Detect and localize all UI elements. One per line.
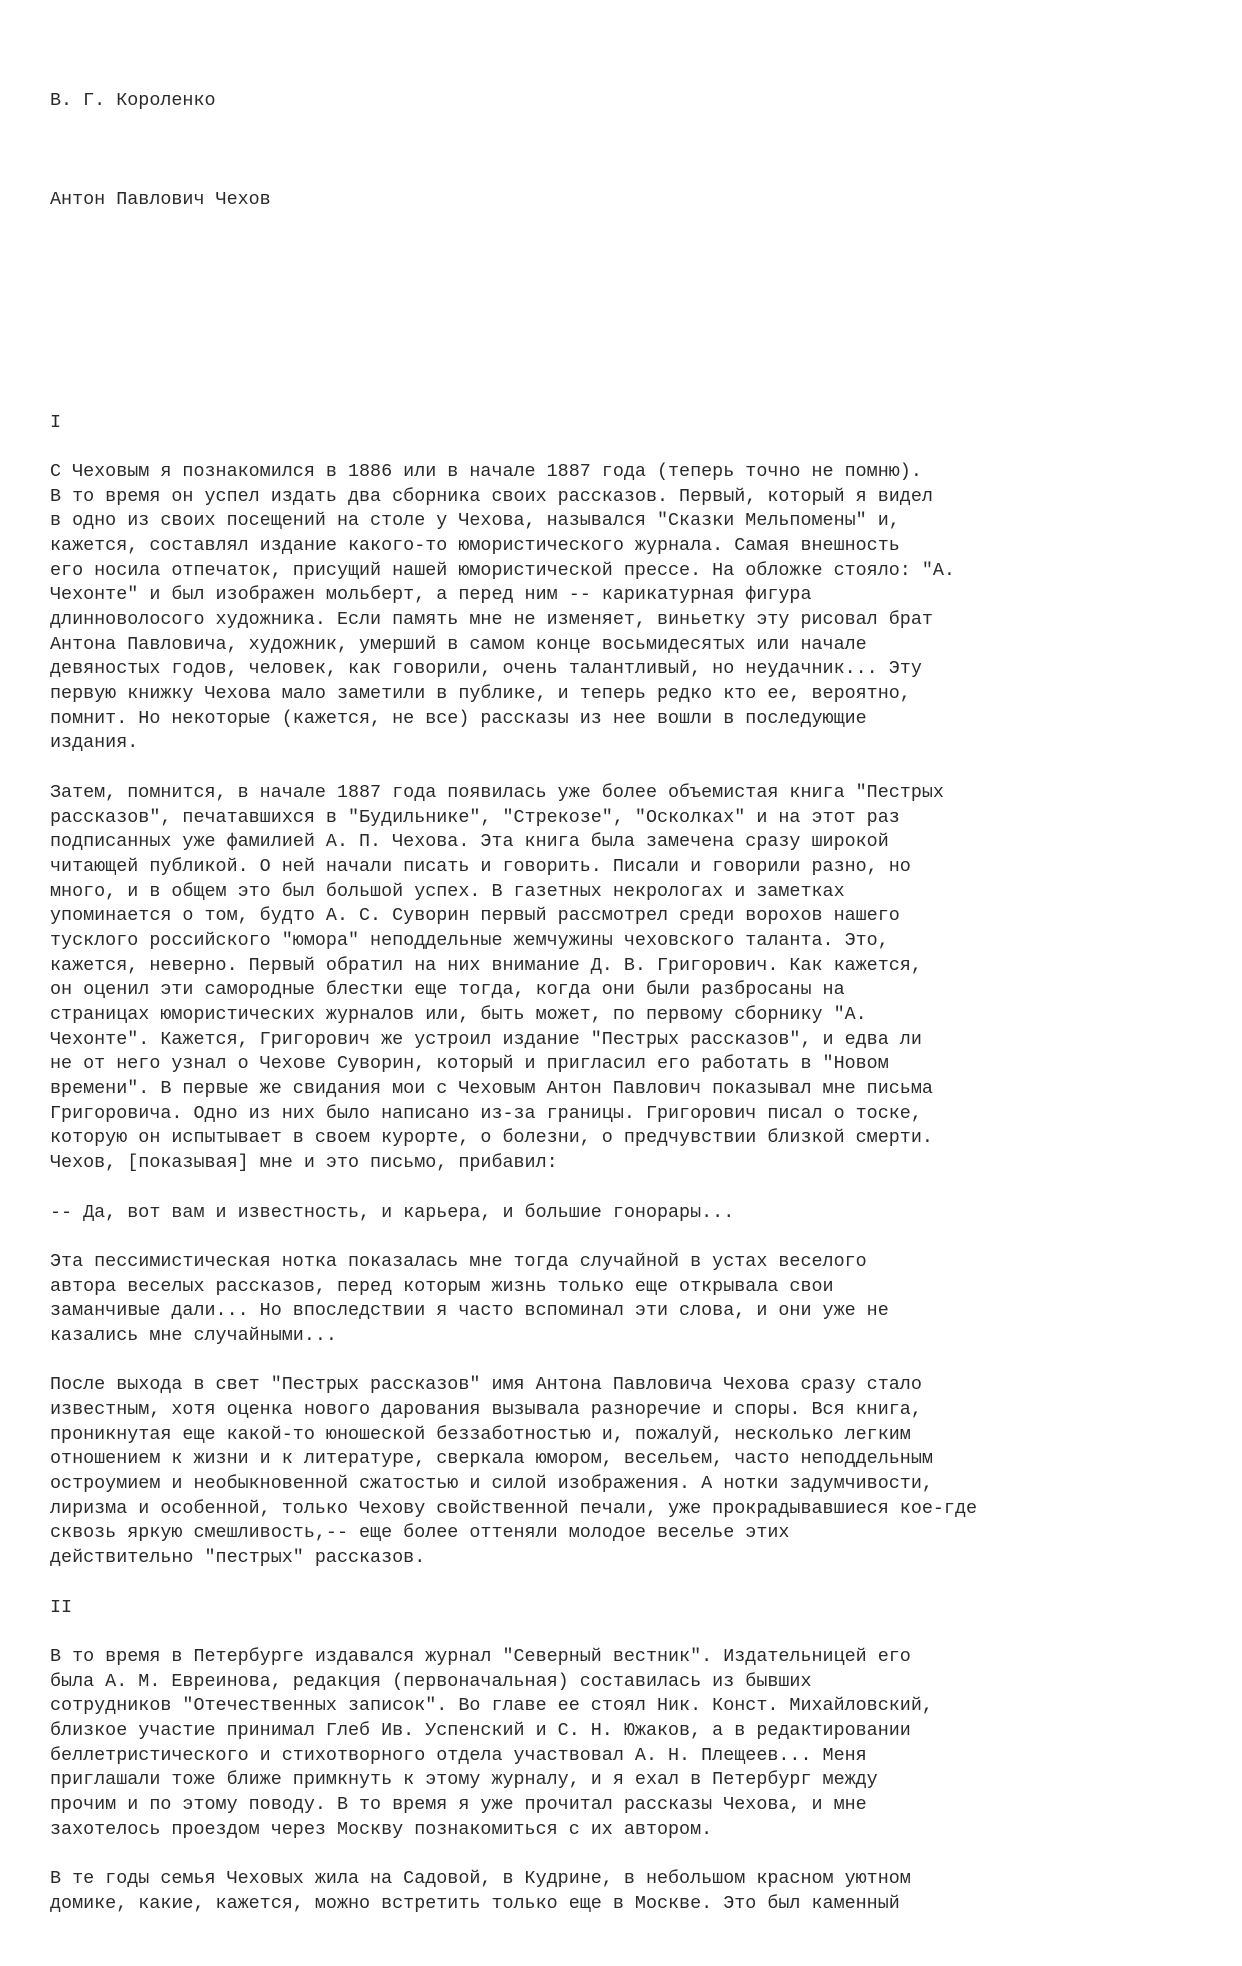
section-heading: II	[50, 1596, 73, 1618]
text-line: сквозь яркую смешливость,-- еще более оттеняли молодое веселье этих	[50, 1522, 790, 1544]
paragraph	[50, 460, 1210, 756]
text-line: сотрудников "Отечественных записок". Во главе ее стоял Ник. Конст. Михайловский,	[50, 1695, 933, 1717]
text-line: проникнутая еще какой-то юношеской беззаботностью и, пожалуй, несколько легким	[50, 1423, 911, 1445]
text-line: остроумием и необыкновенной сжатостью и силой изображения. А нотки задумчивости,	[50, 1473, 933, 1495]
text-line: Чехонте" и был изображен мольберт, а перед ним -- карикатурная фигура	[50, 584, 812, 606]
paragraph	[50, 781, 1210, 1176]
text-line: времени". В первые же свидания мои с Чеховым Антон Павлович показывал мне письма	[50, 1078, 933, 1100]
text-line: тусклого российского "юмора" неподдельные жемчужины чеховского таланта. Это,	[50, 929, 889, 951]
text-line: упоминается о том, будто А. С. Суворин первый рассмотрел среди ворохов нашего	[50, 905, 900, 927]
paragraph	[50, 1867, 1210, 1916]
text-line: Эта пессимистическая нотка показалась мне тогда случайной в устах веселого	[50, 1250, 867, 1272]
text-line: издания.	[50, 732, 139, 754]
text-line: действительно "пестрых" рассказов.	[50, 1547, 426, 1569]
text-line: В те годы семья Чеховых жила на Садовой, в Кудрине, в небольшом красном уютном	[50, 1868, 911, 1890]
text-line: читающей публикой. О ней начали писать и говорить. Писали и говорили разно, но	[50, 855, 911, 877]
text-line: длинноволосого художника. Если память мне не изменяет, виньетку эту рисовал брат	[50, 609, 933, 630]
text-line: домике, какие, кажется, можно встретить только еще в Москве. Это был каменный	[50, 1892, 900, 1914]
text-line: кажется, составлял издание какого-то юмористического журнала. Самая внешность	[50, 534, 900, 556]
text-line: первую книжку Чехова мало заметили в публике, и теперь редко кто ее, вероятно,	[50, 683, 911, 705]
document-title: Антон Павлович Чехов	[50, 189, 271, 211]
document-page	[50, 40, 1210, 1966]
text-line: автора веселых рассказов, перед которым жизнь только еще открывала свои	[50, 1275, 834, 1297]
text-line: заманчивые дали... Но впоследствии я часто вспоминал эти слова, и они уже не	[50, 1300, 889, 1322]
document-body	[50, 411, 1210, 1942]
text-line: беллетристического и стихотворного отдела участвовал А. Н. Плещеев... Меня	[50, 1744, 867, 1766]
text-line: С Чеховым я познакомился в 1886 или в начале 1887 года (теперь точно не помню).	[50, 460, 922, 482]
text-line: подписанных уже фамилией А. П. Чехова. Эта книга была замечена сразу широкой	[50, 831, 889, 853]
text-line: кажется, неверно. Первый обратил на них внимание Д. В. Григорович. Как кажется,	[50, 954, 922, 976]
text-line: прочим и по этому поводу. В то время я уже прочитал рассказы Чехова, и мне	[50, 1794, 867, 1815]
text-line: лиризма и особенной, только Чехову свойственной печали, уже прокрадывавшиеся кое-где	[50, 1497, 978, 1519]
text-line: После выхода в свет "Пестрых рассказов" имя Антона Павловича Чехова сразу стало	[50, 1374, 922, 1396]
text-line: отношением к жизни и к литературе, сверкала юмором, весельем, часто неподдельным	[50, 1448, 933, 1470]
text-line: в одно из своих посещений на столе у Чехова, назывался "Сказки Мельпомены" и,	[50, 510, 900, 532]
paragraph	[50, 1201, 1210, 1226]
text-line: В то время в Петербурге издавался журнал "Северный вестник". Издательницей его	[50, 1645, 911, 1667]
section-heading: I	[50, 411, 62, 433]
text-line: Антона Павловича, художник, умерший в самом конце восьмидесятых или начале	[50, 633, 867, 655]
paragraph	[50, 1373, 1210, 1571]
text-line: захотелось проездом через Москву познакомиться с их автором.	[50, 1818, 713, 1840]
text-line: не от него узнал о Чехове Суворин, который и пригласил его работать в "Новом	[50, 1053, 889, 1075]
author-name: В. Г. Короленко	[50, 90, 216, 112]
text-line: Григоровича. Одно из них было написано из-за границы. Григорович писал о тоске,	[50, 1102, 922, 1124]
text-line: близкое участие принимал Глеб Ив. Успенский и С. Н. Южаков, а в редактировании	[50, 1719, 911, 1741]
text-line: Затем, помнится, в начале 1887 года появилась уже более объемистая книга "Пестрых	[50, 781, 944, 803]
text-line: страницах юмористических журналов или, быть может, по первому сборнику "А.	[50, 1004, 867, 1025]
text-line: казались мне случайными...	[50, 1324, 337, 1346]
text-line: Чехонте". Кажется, Григорович же устроил издание "Пестрых рассказов", и едва ли	[50, 1028, 922, 1050]
text-line: много, и в общем это был большой успех. В газетных некрологах и заметках	[50, 880, 845, 902]
text-line: -- Да, вот вам и известность, и карьера, и большие гонорары...	[50, 1201, 735, 1223]
text-line: он оценил эти самородные блестки еще тогда, когда они были разбросаны на	[50, 979, 845, 1001]
text-line: В то время он успел издать два сборника своих рассказов. Первый, который я видел	[50, 485, 933, 507]
text-line: рассказов", печатавшихся в "Будильнике", "Стрекозе", "Осколках" и на этот раз	[50, 806, 900, 828]
text-line: была А. М. Евреинова, редакция (первоначальная) составилась из бывших	[50, 1670, 812, 1692]
paragraph	[50, 1250, 1210, 1349]
text-line: помнит. Но некоторые (кажется, не все) рассказы из нее вошли в последующие	[50, 707, 867, 729]
text-line: приглашали тоже ближе примкнуть к этому журналу, и я ехал в Петербург между	[50, 1769, 878, 1791]
paragraph	[50, 1645, 1210, 1843]
text-line: Чехов, [показывая] мне и это письмо, прибавил:	[50, 1152, 558, 1174]
text-line: девяностых годов, человек, как говорили, очень талантливый, но неудачник... Эту	[50, 658, 922, 680]
text-line: которую он испытывает в своем курорте, о болезни, о предчувствии близкой смерти.	[50, 1127, 933, 1149]
text-line: его носила отпечаток, присущий нашей юмористической прессе. На обложке стояло: "А.	[50, 559, 955, 581]
text-line: известным, хотя оценка нового дарования вызывала разноречие и споры. Вся книга,	[50, 1399, 922, 1420]
